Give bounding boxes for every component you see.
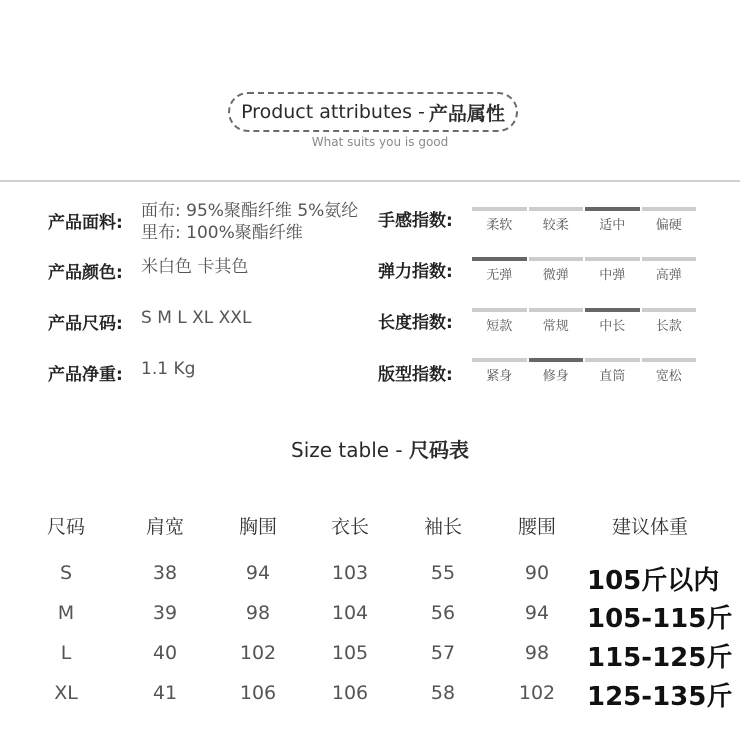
scale-segment [472, 358, 527, 384]
scale-option: 偏硬 [655, 218, 682, 233]
table-cell-weight: 105-115斤 [587, 604, 733, 634]
table-cell: 94 [245, 562, 271, 584]
table-cell: 103 [331, 562, 369, 584]
table-cell: 98 [524, 642, 550, 664]
length-index-label: 长度指数: [378, 313, 453, 333]
col-header-sleeve: 袖长 [423, 516, 463, 538]
feel-index-label: 手感指数: [378, 211, 453, 231]
section-title-en: Product attributes - [241, 101, 425, 123]
section-title-badge [228, 92, 518, 132]
size-table-title-cn: 尺码表 [409, 438, 469, 462]
table-cell: 104 [331, 602, 369, 624]
fabric-values [141, 200, 358, 244]
scale-segment [529, 308, 584, 334]
size-table-title [0, 434, 750, 463]
scale-segment [529, 257, 584, 283]
table-cell: M [57, 602, 75, 624]
scale-segment [472, 257, 527, 283]
divider [0, 180, 740, 182]
weight-label: 产品净重: [48, 365, 123, 385]
table-cell-weight: 105斤以内 [587, 566, 720, 596]
table-cell: 39 [152, 602, 178, 624]
scale-option: 较柔 [542, 218, 569, 233]
table-cell: 55 [430, 562, 456, 584]
feel-index-scale [472, 207, 696, 233]
size-label: 产品尺码: [48, 314, 123, 334]
scale-segment [529, 358, 584, 384]
scale-segment [529, 207, 584, 233]
col-header-chest: 胸围 [238, 516, 278, 538]
scale-option: 微弹 [542, 268, 569, 283]
scale-segment [472, 308, 527, 334]
scale-segment [642, 308, 697, 334]
scale-option: 宽松 [655, 369, 682, 384]
table-cell: 106 [239, 682, 277, 704]
table-cell: 106 [331, 682, 369, 704]
scale-option: 中弹 [599, 268, 626, 283]
fabric-label: 产品面料: [48, 213, 123, 233]
section-title-cn: 产品属性 [428, 102, 505, 125]
scale-option: 长款 [655, 319, 682, 334]
col-header-length: 衣长 [330, 516, 370, 538]
table-cell: XL [54, 682, 78, 704]
scale-option: 无弹 [486, 268, 513, 283]
scale-segment [642, 257, 697, 283]
fabric-value-lining: 里布: 100%聚酯纤维 [141, 223, 303, 243]
table-cell-weight: 125-135斤 [587, 682, 733, 712]
scale-segment [642, 358, 697, 384]
color-label: 产品颜色: [48, 263, 123, 283]
table-cell: L [60, 642, 72, 664]
table-cell: S [59, 562, 73, 584]
scale-segment [585, 358, 640, 384]
table-cell: 57 [430, 642, 456, 664]
col-header-weight: 建议体重 [611, 516, 689, 538]
scale-option: 高弹 [655, 268, 682, 283]
size-value: S M L XL XXL [141, 308, 252, 328]
table-cell: 102 [239, 642, 277, 664]
table-cell: 102 [518, 682, 556, 704]
length-index-scale [472, 308, 696, 334]
scale-option: 修身 [542, 369, 569, 384]
scale-segment [585, 257, 640, 283]
fit-index-scale [472, 358, 696, 384]
table-cell: 98 [245, 602, 271, 624]
fabric-value-outer: 面布: 95%聚酯纤维 5%氨纶 [141, 201, 359, 221]
table-cell: 56 [430, 602, 456, 624]
col-header-waist: 腰围 [517, 516, 557, 538]
table-cell: 40 [152, 642, 178, 664]
table-cell: 38 [152, 562, 178, 584]
elasticity-index-scale [472, 257, 696, 283]
size-table-title-en: Size table - [291, 438, 403, 462]
scale-segment [472, 207, 527, 233]
scale-option: 中长 [599, 319, 626, 334]
scale-option: 适中 [599, 218, 626, 233]
fit-index-label: 版型指数: [378, 365, 453, 385]
color-value: 米白色 卡其色 [141, 257, 249, 277]
scale-option: 直筒 [599, 369, 626, 384]
col-header-size: 尺码 [46, 516, 86, 538]
section-subtitle: What suits you is good [311, 135, 449, 149]
table-cell: 94 [524, 602, 550, 624]
scale-option: 常规 [542, 319, 569, 334]
scale-segment [642, 207, 697, 233]
scale-option: 短款 [486, 319, 513, 334]
table-cell-weight: 115-125斤 [587, 643, 733, 673]
scale-segment [585, 308, 640, 334]
scale-option: 柔软 [486, 218, 513, 233]
table-cell: 105 [331, 642, 369, 664]
scale-segment [585, 207, 640, 233]
table-cell: 41 [152, 682, 178, 704]
weight-value: 1.1 Kg [141, 359, 196, 379]
col-header-shoulder: 肩宽 [145, 516, 185, 538]
table-cell: 90 [524, 562, 550, 584]
scale-option: 紧身 [486, 369, 513, 384]
elasticity-index-label: 弹力指数: [378, 262, 453, 282]
table-cell: 58 [430, 682, 456, 704]
